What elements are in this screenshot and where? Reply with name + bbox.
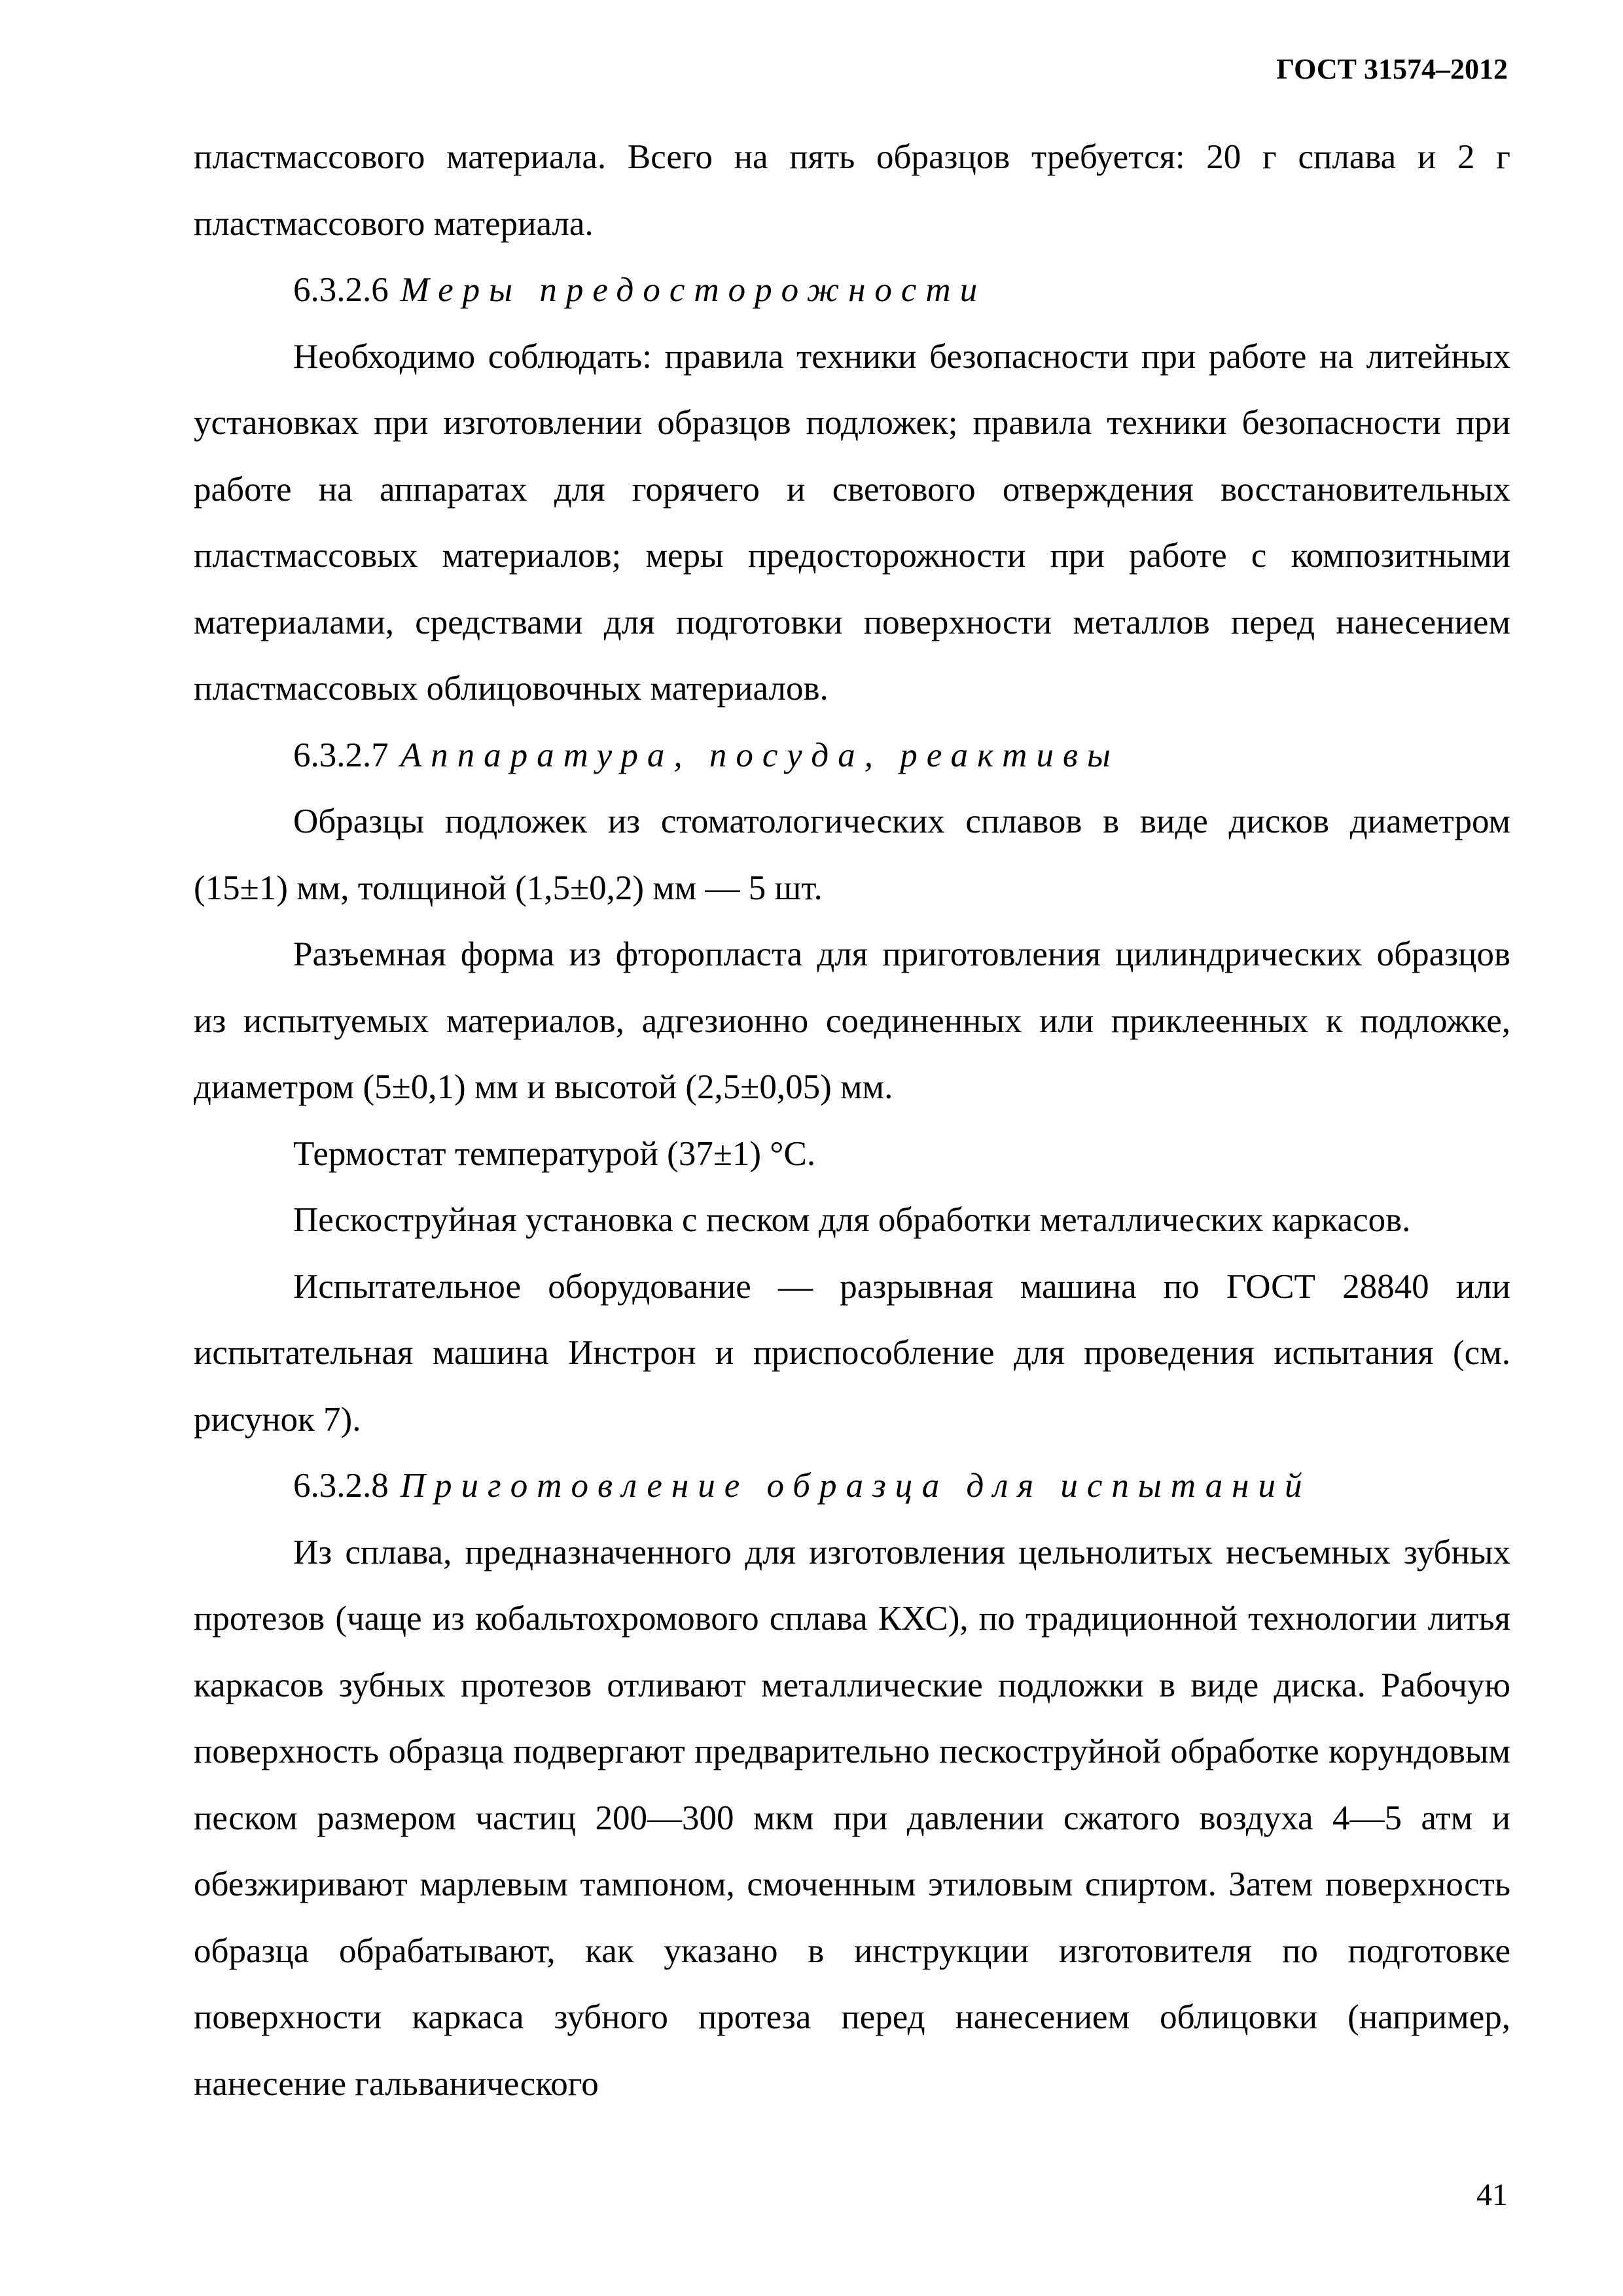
paragraph-thermostat: Термостат температурой (37±1) °С.: [293, 1134, 816, 1173]
paragraph-sample-preparation: Из сплава, предназначенного для изготовления цельнолитых несъемных зубных протезов (чаще из кобальтохромового сплава КХС), по традиционной технологии литья каркасов зубных протезов отливают металлические подложки в виде диска. Рабочую поверхность образца подвергают предварительно пескоструйной обработке корундовым песком размером частиц 200—300 мкм при давлении сжатого воздуха 4—5 атм и обезжиривают марлевым тампоном, смоченным этиловым спиртом. Затем поверхность образца обрабатывают, как указано в инструкции изготовителя по подготовке поверхности каркаса зубного протеза перед нанесением облицовки (например, нанесение гальванического: [194, 1533, 1510, 2103]
section-title: Меры предосторожности: [400, 271, 987, 309]
section-number: 6.3.2.8: [293, 1467, 389, 1505]
document-body: [194, 124, 1510, 2117]
section-title: Приготовление образца для испытаний: [400, 1467, 1311, 1505]
paragraph-continuation: пластмассового материала. Всего на пять образцов требуется: 20 г сплава и 2 г пластмассового материала.: [194, 138, 1510, 243]
section-number: 6.3.2.6: [293, 271, 389, 309]
paragraph-substrate-samples: Образцы подложек из стоматологических сплавов в виде дисков диаметром (15±1) мм, толщиной (1,5±0,2) мм — 5 шт.: [194, 802, 1510, 907]
standard-header: ГОСТ 31574–2012: [1276, 53, 1508, 85]
section-heading-6-3-2-6: [194, 257, 1510, 324]
paragraph-test-equipment: Испытательное оборудование — разрывная машина по ГОСТ 28840 или испытательная машина Инстрон и приспособление для проведения испытания (см. рисунок 7).: [194, 1267, 1510, 1439]
section-heading-6-3-2-8: [194, 1453, 1510, 1520]
paragraph-split-mold: Разъемная форма из фторопласта для приготовления цилиндрических образцов из испытуемых материалов, адгезионно соединенных или приклеенных к подложке, диаметром (5±0,1) мм и высотой (2,5±0,05) мм.: [194, 935, 1510, 1106]
paragraph-safety: Необходимо соблюдать: правила техники безопасности при работе на литейных установках при изготовлении образцов подложек; правила техники безопасности при работе на аппаратах для горячего и светового отверждения восстановительных пластмассовых материалов; меры предосторожности при работе с композитными материалами, средствами для подготовки поверхности металлов перед нанесением пластмассовых облицовочных материалов.: [194, 337, 1510, 708]
section-title: Аппаратура, посуда, реактивы: [400, 736, 1120, 774]
section-heading-6-3-2-7: [194, 723, 1510, 789]
section-number: 6.3.2.7: [293, 736, 389, 774]
paragraph-sandblaster: Пескоструйная установка с песком для обработки металлических каркасов.: [293, 1201, 1411, 1239]
page-number: 41: [1476, 2178, 1508, 2212]
